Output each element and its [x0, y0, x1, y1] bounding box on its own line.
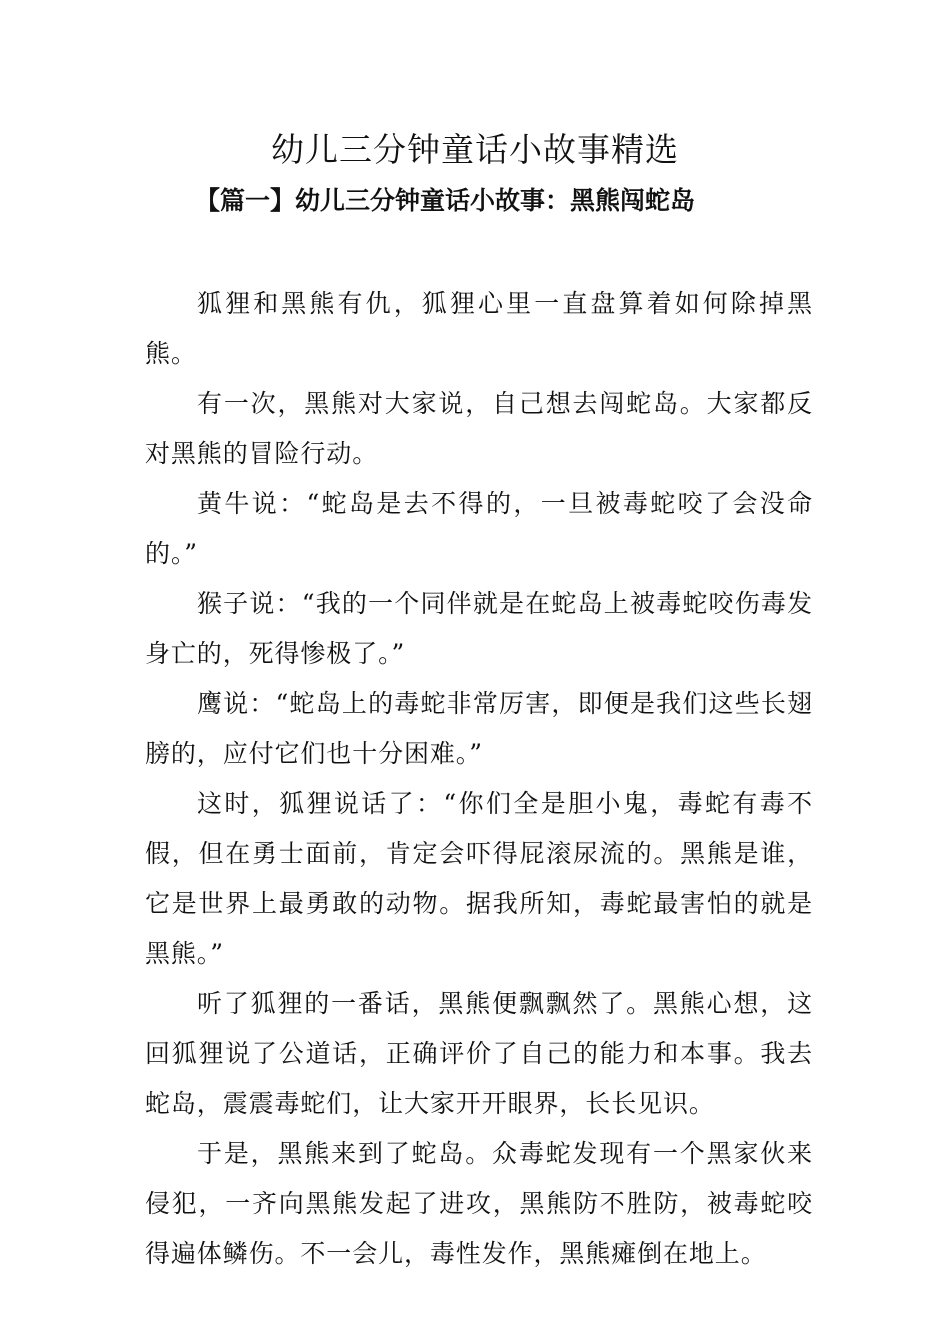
paragraph: 鹰说：“蛇岛上的毒蛇非常厉害，即便是我们这些长翅膀的，应付它们也十分困难。” — [145, 689, 813, 768]
paragraph: 黄牛说：“蛇岛是去不得的，一旦被毒蛇咬了会没命的。” — [145, 489, 813, 568]
paragraph: 狐狸和黑熊有仇，狐狸心里一直盘算着如何除掉黑熊。 — [145, 289, 813, 368]
paragraph: 有一次，黑熊对大家说，自己想去闯蛇岛。大家都反对黑熊的冒险行动。 — [145, 389, 813, 468]
paragraph: 这时，狐狸说话了：“你们全是胆小鬼，毒蛇有毒不假，但在勇士面前，肯定会吓得屁滚尿流的。黑熊是谁，它是世界上最勇敢的动物。据我所知，毒蛇最害怕的就是黑熊。” — [145, 789, 813, 968]
paragraph: 听了狐狸的一番话，黑熊便飘飘然了。黑熊心想，这回狐狸说了公道话，正确评价了自己的能力和本事。我去蛇岛，震震毒蛇们，让大家开开眼界，长长见识。 — [145, 989, 813, 1118]
paragraph: 于是，黑熊来到了蛇岛。众毒蛇发现有一个黑家伙来侵犯，一齐向黑熊发起了进攻，黑熊防不胜防，被毒蛇咬得遍体鳞伤。不一会儿，毒性发作，黑熊瘫倒在地上。 — [145, 1139, 813, 1268]
paragraph: 猴子说：“我的一个同伴就是在蛇岛上被毒蛇咬伤毒发身亡的，死得惨极了。” — [145, 589, 813, 668]
section-heading: 【篇一】幼儿三分钟童话小故事：黑熊闯蛇岛 — [195, 186, 696, 215]
document-title: 幼儿三分钟童话小故事精选 — [271, 130, 679, 169]
document-body — [145, 279, 813, 1279]
